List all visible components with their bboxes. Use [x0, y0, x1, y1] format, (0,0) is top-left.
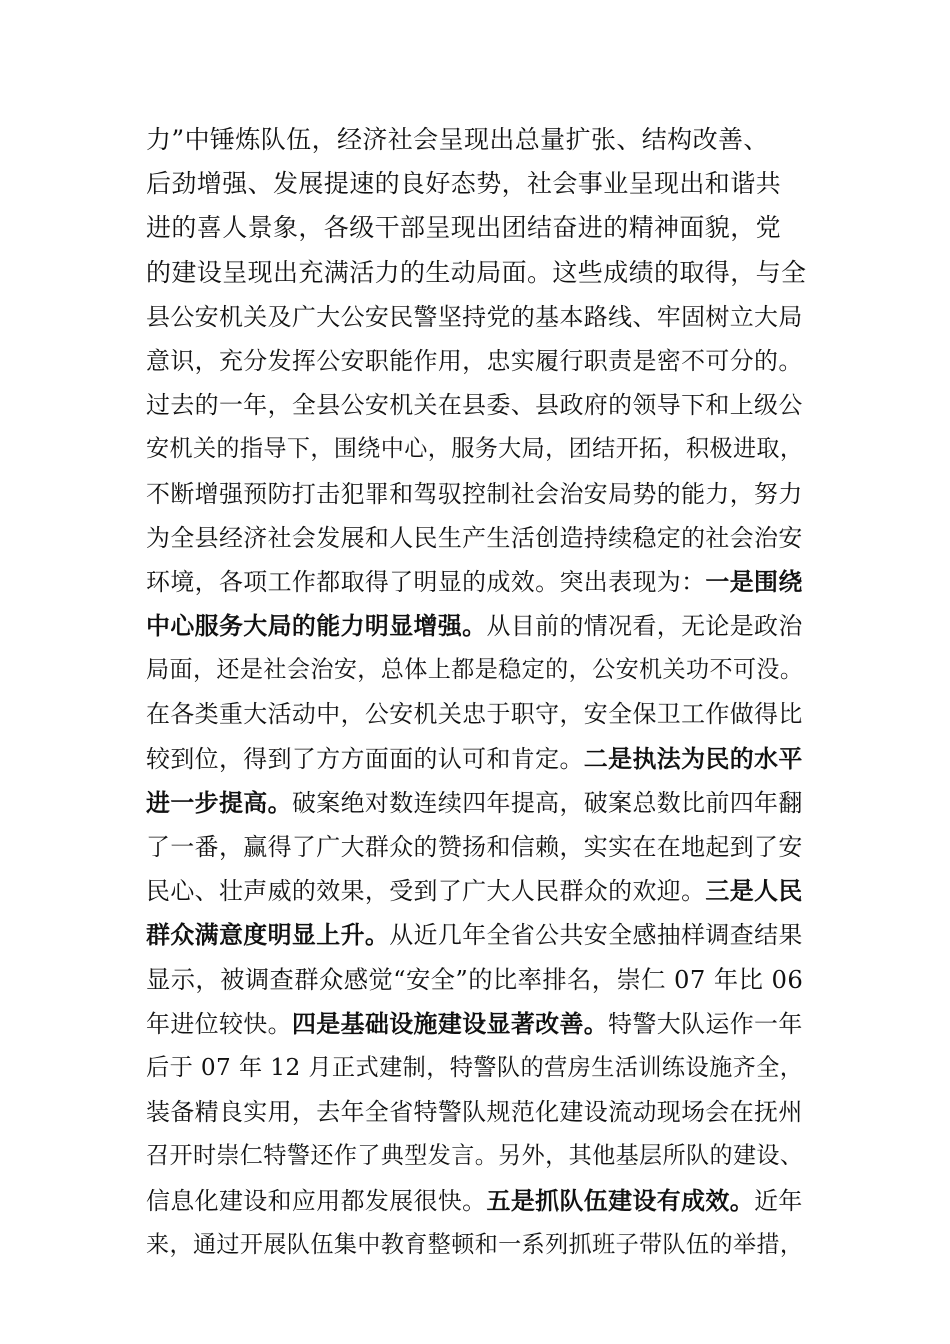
text-line	[146, 472, 806, 516]
paragraph-text: 近年	[754, 1186, 803, 1215]
text-line	[146, 383, 806, 427]
text-line	[146, 648, 806, 692]
paragraph-text: 意识，充分发挥公安职能作用，忠实履行职责是密不可分的。	[146, 346, 803, 375]
paragraph-text: 从目前的情况看，无论是政治	[486, 612, 803, 641]
paragraph-text: 县公安机关及广大公安民警坚持党的基本路线、牢固树立大局	[146, 302, 803, 331]
bold-heading-text: 进一步提高。	[146, 788, 292, 817]
text-line	[146, 1090, 806, 1134]
text-line	[146, 1046, 806, 1090]
bold-heading-text: 三是人民	[705, 877, 803, 906]
paragraph-text: 的建设呈现出充满活力的生动局面。这些成绩的取得，与全	[146, 257, 807, 287]
paragraph-text: 年进位较快。	[146, 1009, 292, 1038]
paragraph-text: 为全县经济社会发展和人民生产生活创造持续稳定的社会治安	[146, 523, 803, 552]
text-line	[146, 162, 806, 206]
text-line	[146, 1134, 806, 1178]
paragraph-text: 了一番，赢得了广大群众的赞扬和信赖，实实在在地起到了安	[146, 833, 803, 861]
bold-heading-text: 五是抓队伍建设有成效。	[486, 1186, 755, 1215]
paragraph-text: 不断增强预防打击犯罪和驾驭控制社会治安局势的能力，努力	[146, 479, 803, 508]
text-line	[146, 737, 806, 781]
bold-heading-text: 一是围绕	[705, 567, 803, 596]
paragraph-text: 民心、壮声威的效果，受到了广大人民群众的欢迎。	[146, 877, 706, 906]
text-line	[146, 251, 806, 295]
paragraph-text: 显示，被调查群众感觉“安全”的比率排名，崇仁 07 年比 06	[146, 964, 804, 994]
paragraph-text: 环境，各项工作都取得了明显的成效。突出表现为：	[146, 567, 706, 596]
paragraph-text: 力”中锤炼队伍，经济社会呈现出总量扩张、结构改善、	[146, 125, 769, 154]
bold-heading-text: 中心服务大局的能力明显增强。	[146, 612, 487, 641]
text-line	[146, 869, 806, 913]
text-line	[146, 1002, 806, 1046]
paragraph-text: 进的喜人景象，各级干部呈现出团结奋进的精神面貌，党	[146, 213, 782, 243]
paragraph-text: 从近几年全省公共安全感抽样调查结果	[389, 921, 803, 950]
paragraph-text: 过去的一年，全县公安机关在县委、县政府的领导下和上级公	[146, 391, 803, 420]
text-line	[146, 427, 806, 471]
paragraph-text: 装备精良实用，去年全省特警队规范化建设流动现场会在抚州	[146, 1098, 803, 1127]
paragraph-text: 来，通过开展队伍集中教育整顿和一系列抓班子带队伍的举措，	[146, 1231, 804, 1258]
paragraph-text: 信息化建设和应用都发展很快。	[146, 1186, 487, 1215]
text-line	[146, 958, 806, 1002]
text-line	[146, 560, 806, 604]
bold-heading-text: 二是执法为民的水平	[583, 744, 803, 773]
paragraph-text: 后于 07 年 12 月正式建制，特警队的营房生活训练设施齐全，	[146, 1053, 804, 1081]
bold-heading-text: 群众满意度明显上升。	[146, 921, 390, 950]
paragraph-text: 特警大队运作一年	[608, 1009, 803, 1038]
body-text	[146, 118, 806, 1267]
paragraph-text: 较到位，得到了方方面面的认可和肯定。	[146, 744, 584, 773]
paragraph-text: 破案绝对数连续四年提高，破案总数比前四年翻	[291, 788, 803, 817]
text-line	[146, 1223, 806, 1267]
text-line	[146, 604, 806, 648]
text-line	[146, 295, 806, 339]
text-line	[146, 516, 806, 560]
paragraph-text: 召开时崇仁特警还作了典型发言。另外，其他基层所队的建设、	[146, 1143, 804, 1170]
text-line	[146, 206, 806, 250]
paragraph-text: 安机关的指导下，围绕中心，服务大局，团结开拓，积极进取，	[146, 436, 804, 463]
paragraph-text: 在各类重大活动中，公安机关忠于职守，安全保卫工作做得比	[146, 700, 803, 729]
paragraph-text: 后劲增强、发展提速的良好态势，社会事业呈现出和谐共	[146, 169, 782, 199]
text-line	[146, 118, 806, 162]
text-line	[146, 825, 806, 869]
text-line	[146, 913, 806, 957]
text-line	[146, 781, 806, 825]
text-line	[146, 339, 806, 383]
text-line	[146, 692, 806, 736]
text-line	[146, 1179, 806, 1223]
paragraph-text: 局面，还是社会治安，总体上都是稳定的，公安机关功不可没。	[146, 657, 804, 684]
bold-heading-text: 四是基础设施建设显著改善。	[291, 1009, 609, 1038]
